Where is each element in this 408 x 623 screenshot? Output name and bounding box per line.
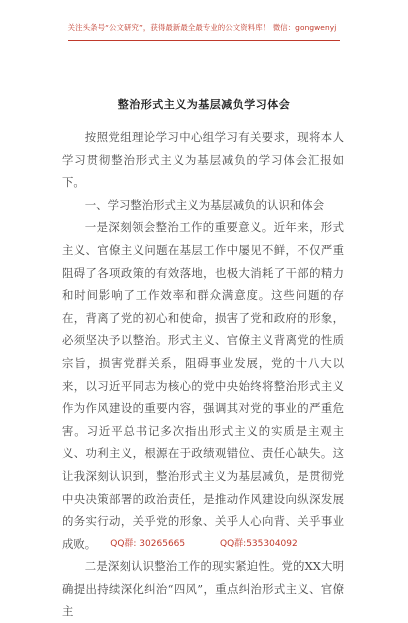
- footer-contact: [0, 536, 408, 549]
- paragraph-point-2: 二是深刻认识整治工作的现实紧迫性。党的XX大明确提出持续深化纠治“四风”，重点纠治形式主义、官僚主: [62, 559, 344, 619]
- paragraph-point-1: 一是深刻领会整治工作的重要意义。近年来，形式主义、官僚主义问题在基层工作中屡见不鲜，不仅严重阻碍了各项政策的有效落地，也极大消耗了干部的精力和时间影响了工作效率和群众满意度。这些问题的存在，背离了党的初心和使命，损害了党和政府的形象，必须坚决予以整治。形式主义、官僚主义背离党的性质宗旨，损害党群关系，阻碍事业发展，党的十八大以来，以习近平同志为核心的党中央始终将整治形式主义作为作风建设的重要内容，强调其对党的事业的严重危害。习近平总书记多次指出形式主义的实质是主观主义、功利主义，根源在于政绩观错位、责任心缺失。这让我深刻认识到，整治形式主义为基层减负，是贯彻党中央决策部署的政治责任，是推动作风建设向纵深发展的务实行动，关乎党的形象、关乎人心向背、关乎事业成败。: [62, 220, 344, 551]
- header-divider: [68, 40, 340, 41]
- footer-qq-group-2: QQ群:535304092: [220, 539, 298, 549]
- footer-qq-group-1: QQ群: 30265665: [110, 539, 186, 549]
- document-title: 整治形式主义为基层减负学习体会: [117, 98, 291, 111]
- paragraph-intro: 按照党组理论学习中心组学习有关要求，现将本人学习贯彻整治形式主义为基层减负的学习体会汇报如下。: [62, 130, 344, 190]
- section-heading-1: 一、学习整治形式主义为基层减负的认识和体会: [84, 197, 325, 212]
- header-promo-note: 关注头条号“公文研究”，获得最新最全最专业的公文资料库！ 微信：gongwenyj: [67, 23, 337, 32]
